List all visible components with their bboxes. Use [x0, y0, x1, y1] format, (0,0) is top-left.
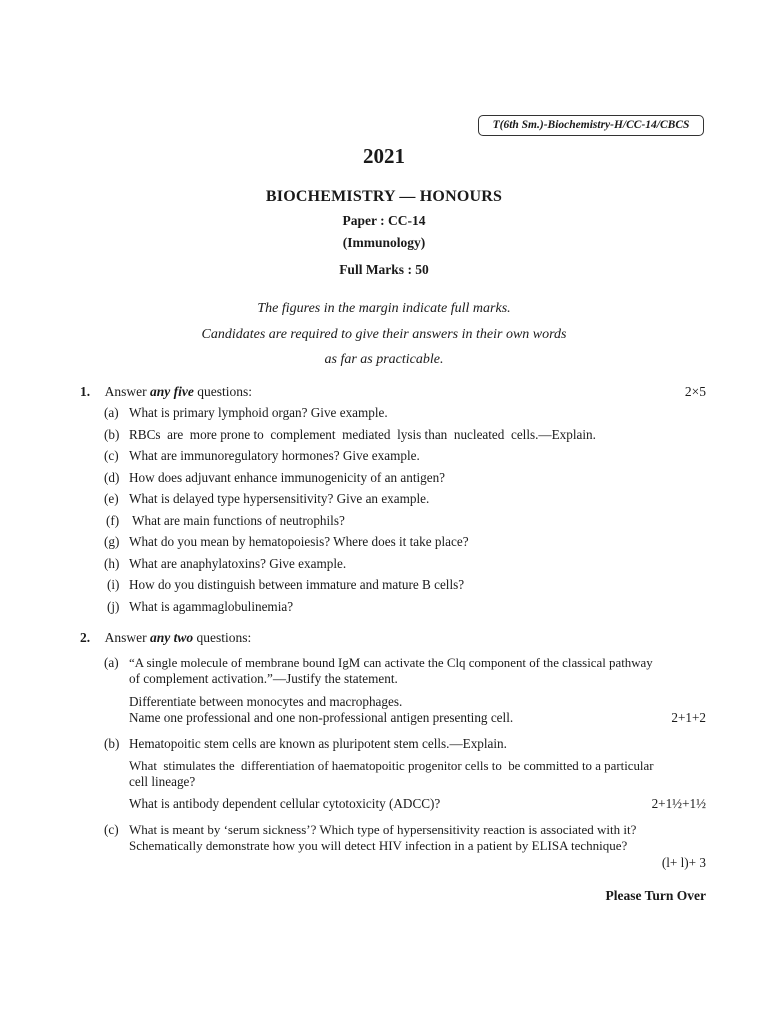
question-number: 1. — [80, 384, 91, 399]
question-item — [104, 470, 706, 486]
question-marks: 2+1½+1½ — [651, 796, 706, 811]
item-label: (i) — [107, 577, 120, 592]
item-text: What do you mean by hematopoiesis? Where does it take place? — [129, 534, 469, 549]
paper-code-box: T(6th Sm.)-Biochemistry-H/CC-14/CBCS — [478, 115, 704, 136]
question-item — [104, 556, 706, 572]
heading-text: questions: — [197, 384, 253, 399]
item-text: What stimulates the differentiation of haematopoitic progenitor cells to be committed to a particular — [129, 759, 654, 773]
question-marks: 2+1+2 — [671, 710, 706, 725]
heading-text: Answer — [104, 384, 147, 399]
item-label: (c) — [104, 448, 119, 463]
heading-emphasis: any two — [150, 630, 194, 645]
paper-topic: (Immunology) — [342, 235, 426, 250]
question-item — [104, 534, 706, 550]
item-text: How do you distinguish between immature and mature B cells? — [129, 577, 465, 592]
item-label: (d) — [104, 469, 120, 485]
item-text: What are immunoregulatory hormones? Give example. — [129, 448, 420, 463]
question-item — [104, 577, 706, 593]
instruction-line: as far as practicable. — [324, 352, 444, 367]
question-number: 2. — [80, 630, 91, 645]
item-label: (b) — [104, 736, 120, 751]
item-text: Schematically demonstrate how you will detect HIV infection in a patient by ELISA technique? — [129, 838, 628, 853]
question-marks: 2×5 — [684, 384, 706, 399]
item-label: (g) — [104, 534, 120, 549]
item-text: What is antibody dependent cellular cytotoxicity (ADCC)? — [129, 796, 441, 811]
item-text-with-marks — [129, 710, 706, 726]
item-text: What is delayed type hypersensitivity? Give an example. — [129, 491, 430, 506]
item-text-with-marks — [129, 796, 706, 812]
item-text: Differentiate between monocytes and macrophages. — [129, 694, 403, 709]
question-item — [104, 405, 706, 421]
item-label: (b) — [104, 426, 120, 442]
item-label: (a) — [104, 655, 119, 670]
item-text: What is agammaglobulinemia? — [129, 598, 294, 614]
question-item — [104, 491, 706, 507]
question-item — [104, 448, 706, 464]
item-text: Hematopoitic stem cells are known as pluripotent stem cells.—Explain. — [129, 736, 507, 751]
item-label: (a) — [104, 405, 119, 420]
item-text: cell lineage? — [129, 774, 196, 789]
item-text: Name one professional and one non-professional antigen presenting cell. — [129, 710, 514, 725]
instruction-line: The figures in the margin indicate full marks. — [257, 301, 511, 316]
heading-emphasis: any five — [150, 384, 194, 399]
question-item — [104, 513, 706, 529]
subject-title: BIOCHEMISTRY — HONOURS — [265, 188, 503, 205]
heading-text: questions: — [196, 630, 252, 645]
question-1-heading — [80, 384, 706, 400]
instruction-line: Candidates are required to give their answers in their own words — [201, 327, 567, 342]
item-text: What are main functions of neutrophils? — [129, 512, 345, 528]
item-label: (f) — [106, 512, 120, 528]
question-item — [104, 427, 706, 443]
question-2-heading — [80, 630, 706, 646]
full-marks: Full Marks : 50 — [339, 262, 429, 277]
item-text: What are anaphylatoxins? Give example. — [129, 555, 347, 571]
item-text: How does adjuvant enhance immunogenicity of an antigen? — [129, 469, 446, 485]
item-text: What is meant by ‘serum sickness’? Which type of hypersensitivity reaction is associated with it? — [129, 822, 637, 837]
item-label: (j) — [107, 598, 120, 614]
exam-year: 2021 — [363, 144, 405, 168]
item-label: (c) — [104, 822, 119, 837]
item-text: What is primary lymphoid organ? Give example. — [129, 405, 388, 420]
item-label: (e) — [104, 491, 119, 506]
item-text: RBCs are more prone to complement mediated lysis than nucleated cells.—Explain. — [129, 426, 596, 442]
question-item — [104, 599, 706, 615]
item-text: “A single molecule of membrane bound IgM can activate the Clq component of the classical pathway — [129, 656, 653, 670]
please-turn-over: Please Turn Over — [605, 888, 706, 903]
item-text: of complement activation.”—Justify the statement. — [129, 671, 398, 686]
heading-text: Answer — [104, 630, 147, 645]
question-marks: (l+ l)+ 3 — [661, 855, 706, 870]
paper-code: Paper : CC-14 — [342, 213, 426, 228]
item-label: (h) — [104, 555, 120, 571]
